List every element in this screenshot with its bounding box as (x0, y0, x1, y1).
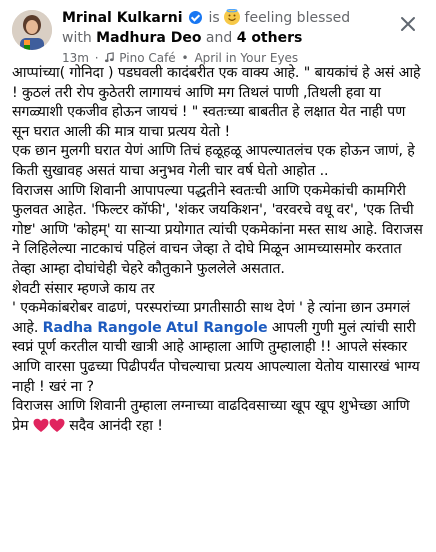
audio-track[interactable]: Pino Café (119, 51, 176, 65)
and-text: and (205, 30, 233, 46)
post-header (0, 0, 436, 64)
post-meta (62, 50, 382, 66)
tagged-others[interactable]: 4 others (236, 30, 303, 46)
post-header-text (62, 8, 382, 66)
post-paragraph-5b: आपली गुणी मुलं त्यांची सारी स्वप्नं पूर्ण करतील याची खात्री आहे आम्हाला आणि तुम्हालाही !! आपले संस्कार आणि वारसा पुढच्या पिढीपर्यंत पोचल्याचा प्रत्यय आपल्याला येतोय यासारखं भाग्य नाही ! खरं ना ? (12, 319, 420, 395)
mention-atul-rangole[interactable]: Atul Rangole (166, 319, 268, 336)
post-paragraph-6 (12, 398, 410, 434)
heart-icon (49, 418, 65, 433)
middle-dot: · (94, 51, 99, 65)
bullet: • (181, 51, 189, 65)
heart-icon (33, 418, 49, 433)
author-name[interactable]: Mrinal Kulkarni (62, 10, 183, 26)
with-text: with (62, 30, 92, 46)
avatar[interactable] (12, 10, 52, 50)
post-paragraph-1: आप्पांच्या( गोनिदा ) पडघवली कादंबरीत एक वाक्य आहे. " बायकांचं हे असं आहे ! कुठलं तरी रोप कुठेतरी लागायचं आणि मग तिथलं पाणी ,तिथली हवा या सगळ्याशी एकजीव होऊन जायचं ! " स्वतःच्या बाबतीत हे लक्षात येत नाही पण सून घरात आली की मात्र याचा प्रत्यय येतो ! (12, 65, 421, 140)
post-paragraph-5 (12, 300, 420, 394)
mention-radha-rangole[interactable]: Radha Rangole (42, 319, 162, 336)
is-text: is (208, 10, 220, 26)
post-body (0, 64, 436, 436)
post-paragraph-2: एक छान मुलगी घरात येणं आणि तिचं हळूहळू आपल्यातलंच एक होऊन जाणं, हे किती सुखावह असतं याचा अनुभव गेली चार वर्ष घेतो आहोत .. (12, 143, 415, 179)
song-title[interactable]: April in Your Eyes (194, 51, 299, 65)
post-paragraph-6-text: विराजस आणि शिवानी तुम्हाला लग्नाच्या वाढदिवसाच्या खूप खूप शुभेच्छा आणि प्रेम (12, 398, 410, 434)
post-paragraph-4: शेवटी संसार म्हणजे काय तर (12, 280, 155, 297)
verified-badge-icon (189, 11, 202, 24)
feeling-text: feeling blessed (244, 10, 351, 26)
post-paragraph-5a: ' एकमेकांबरोबर वाढणं, परस्परांच्या प्रगतीसाठी साथ देणं ' हे त्यांना छान उमगलं आहे. (12, 300, 410, 336)
tagged-person[interactable]: Madhura Deo (96, 30, 202, 46)
feeling-emoji-icon (224, 9, 240, 25)
profile-photo-icon (12, 10, 52, 50)
post-paragraph-3: विराजस आणि शिवानी आपापल्या पद्धतीने स्वतःची आणि एकमेकांची कामगिरी फुलवत आहेत. 'फिल्टर कॉफी', 'शंकर जयकिशन', 'वरवरचे वधू वर', 'एक तिची गोष्ट' आणि 'कोहम्' या साऱ्या प्रयोगात त्यांची एकमेकांना मस्त साथ आहे. विराजस ने लिहिलेल्या नाटकाचं पहिलं वाचन जेव्हा ते दोघे मिळून आमच्यासमोर करतात तेव्हा आम्हा दोघांचेही चेहरे कौतुकाने फुललेले असतात. (12, 182, 423, 277)
music-note-icon (104, 52, 115, 63)
post-time[interactable]: 13m (62, 51, 89, 65)
close-button[interactable] (394, 10, 422, 38)
close-icon (400, 16, 416, 32)
post-paragraph-6-end: सदैव आनंदी रहा ! (64, 417, 163, 434)
